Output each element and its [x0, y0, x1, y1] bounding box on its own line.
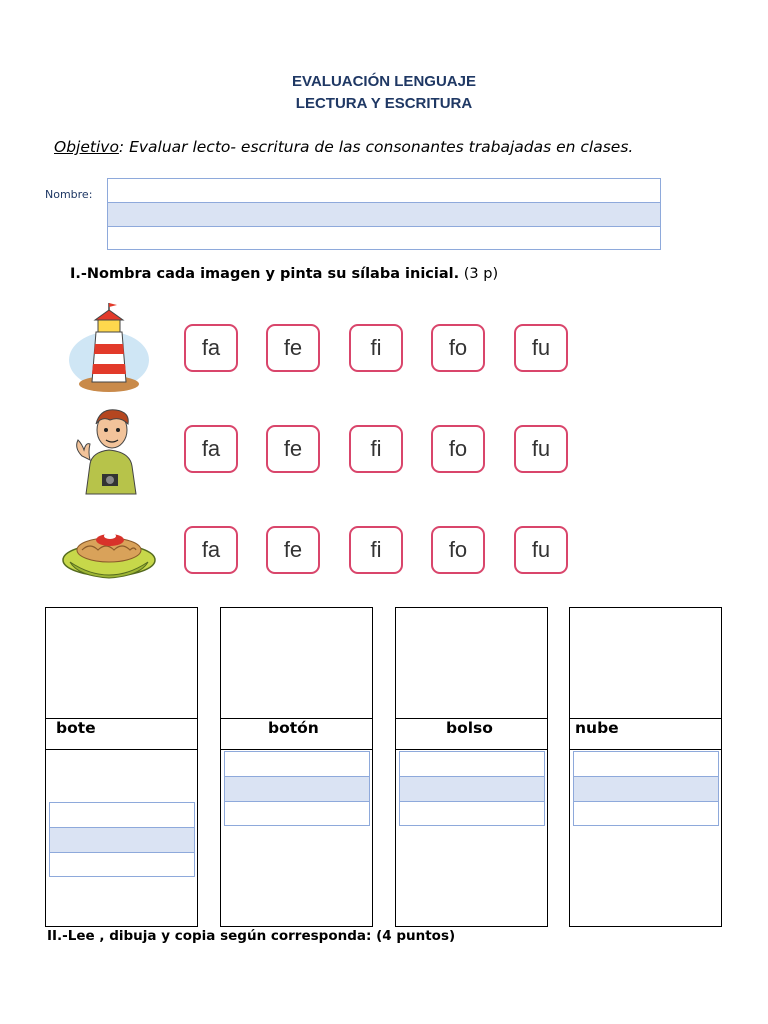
syllable-fo-row2[interactable]: fo	[431, 425, 485, 473]
explorer-boy-picture	[60, 404, 158, 496]
spaghetti-plate-picture	[60, 506, 158, 598]
syllable-fu-row3[interactable]: fu	[514, 526, 568, 574]
name-label: Nombre:	[45, 188, 93, 201]
drawing-area[interactable]	[396, 608, 547, 718]
copy-lines[interactable]	[573, 751, 719, 826]
syllable-fi-row1[interactable]: fi	[349, 324, 403, 372]
card-word: bote	[56, 719, 96, 737]
word-card-bolso	[395, 607, 548, 927]
syllable-fi-row2[interactable]: fi	[349, 425, 403, 473]
name-middle-band	[108, 202, 660, 227]
copy-lines[interactable]	[224, 751, 370, 826]
word-row	[46, 718, 197, 750]
section1-heading-text: I.-Nombra cada imagen y pinta su sílaba inicial.	[70, 266, 460, 282]
syllable-fe-row2[interactable]: fe	[266, 425, 320, 473]
card-word: nube	[575, 719, 619, 737]
syllable-fa-row2[interactable]: fa	[184, 425, 238, 473]
page-title-line1: EVALUACIÓN LENGUAJE	[292, 73, 476, 90]
lighthouse-picture	[60, 302, 158, 394]
syllable-fe-row3[interactable]: fe	[266, 526, 320, 574]
objective-text: : Evaluar lecto- escritura de las consonantes trabajadas en clases.	[118, 138, 634, 156]
copy-lines-band	[400, 776, 544, 802]
syllable-fu-row2[interactable]: fu	[514, 425, 568, 473]
word-row	[570, 718, 721, 750]
drawing-area[interactable]	[46, 608, 197, 718]
copy-lines-band	[574, 776, 718, 802]
page-title-line2: LECTURA Y ESCRITURA	[295, 95, 473, 112]
syllable-fu-row1[interactable]: fu	[514, 324, 568, 372]
name-writing-lines[interactable]	[107, 178, 661, 250]
copy-lines-band	[225, 776, 369, 802]
section2-heading: II.-Lee , dibuja y copia según corresponda: (4 puntos)	[47, 928, 456, 944]
syllable-fo-row3[interactable]: fo	[431, 526, 485, 574]
copy-lines-band	[50, 827, 194, 853]
syllable-fa-row1[interactable]: fa	[184, 324, 238, 372]
objective-label: Objetivo	[54, 138, 119, 156]
copy-lines[interactable]	[49, 802, 195, 877]
word-card-nube	[569, 607, 722, 927]
card-word: botón	[268, 719, 319, 737]
word-row	[221, 718, 372, 750]
card-word: bolso	[446, 719, 493, 737]
syllable-fi-row3[interactable]: fi	[349, 526, 403, 574]
section1-heading	[70, 266, 498, 282]
section1-points: (3 p)	[459, 266, 499, 282]
word-card-boton	[220, 607, 373, 927]
syllable-fo-row1[interactable]: fo	[431, 324, 485, 372]
drawing-area[interactable]	[221, 608, 372, 718]
syllable-fa-row3[interactable]: fa	[184, 526, 238, 574]
word-card-bote	[45, 607, 198, 927]
objective	[54, 138, 633, 156]
copy-lines[interactable]	[399, 751, 545, 826]
syllable-fe-row1[interactable]: fe	[266, 324, 320, 372]
word-row	[396, 718, 547, 750]
drawing-area[interactable]	[570, 608, 721, 718]
